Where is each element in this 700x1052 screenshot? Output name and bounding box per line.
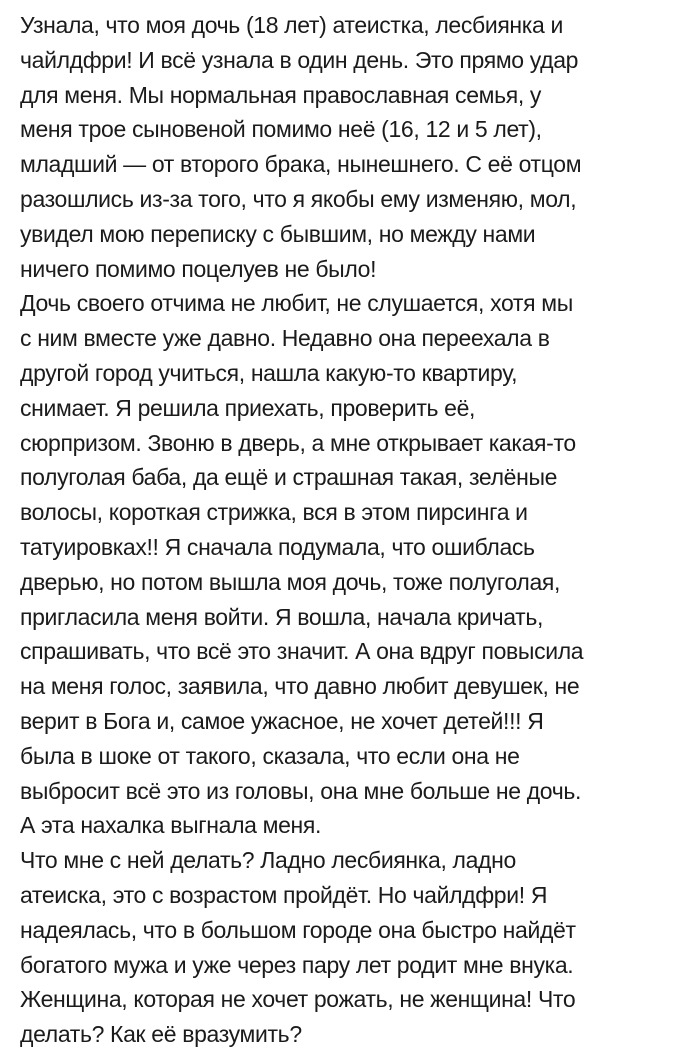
text-line: надеялась, что в большом городе она быстро найдёт xyxy=(20,916,576,943)
text-line: ничего помимо поцелуев не было! xyxy=(20,255,377,282)
paragraph-1 xyxy=(20,8,692,286)
text-line: Узнала, что моя дочь (18 лет) атеистка, лесбиянка и xyxy=(20,12,563,38)
paragraph-3 xyxy=(20,843,692,1052)
text-line: снимает. Я решила приехать, проверить её, xyxy=(20,394,476,421)
text-line: пригласила меня войти. Я вошла, начала кричать, xyxy=(20,603,544,630)
text-line: А эта нахалка выгнала меня. xyxy=(20,812,322,839)
text-line: меня трое сыновеной помимо неё (16, 12 и 5 лет), xyxy=(20,116,542,143)
text-line: была в шоке от такого, сказала, что если она не xyxy=(20,742,520,769)
text-line: делать? Как её вразумить? xyxy=(20,1021,302,1048)
text-line: Что мне с ней делать? Ладно лесбиянка, ладно xyxy=(20,847,516,874)
text-line: младший — от второго брака, нынешнего. С её отцом xyxy=(20,151,582,178)
text-line: Женщина, которая не хочет рожать, не женщина! Что xyxy=(20,986,576,1013)
paragraph-2 xyxy=(20,286,692,843)
text-line: верит в Бога и, самое ужасное, не хочет детей!!! Я xyxy=(20,707,544,734)
text-line: атеиска, это с возрастом пройдёт. Но чайлдфри! Я xyxy=(20,881,548,908)
text-line: чайлдфри! И всё узнала в один день. Это прямо удар xyxy=(20,46,579,73)
text-line: на меня голос, заявила, что давно любит девушек, не xyxy=(20,673,580,700)
text-line: волосы, короткая стрижка, вся в этом пирсинга и xyxy=(20,499,528,526)
text-line: выбросит всё это из головы, она мне больше не дочь. xyxy=(20,777,582,804)
post-text xyxy=(20,8,692,1052)
text-line: спрашивать, что всё это значит. А она вдруг повысила xyxy=(20,638,584,665)
text-line: разошлись из-за того, что я якобы ему изменяю, мол, xyxy=(20,185,577,212)
text-line: другой город учиться, нашла какую-то квартиру, xyxy=(20,359,518,386)
text-line: дверью, но потом вышла моя дочь, тоже полуголая, xyxy=(20,568,561,595)
text-line: Дочь своего отчима не любит, не слушается, хотя мы xyxy=(20,290,573,317)
text-line: полуголая баба, да ещё и страшная такая, зелёные xyxy=(20,464,558,491)
text-line: увидел мою переписку с бывшим, но между нами xyxy=(20,220,536,247)
text-line: богатого мужа и уже через пару лет родит мне внука. xyxy=(20,951,574,978)
text-line: для меня. Мы нормальная православная семья, у xyxy=(20,81,542,108)
text-line: с ним вместе уже давно. Недавно она переехала в xyxy=(20,325,550,352)
text-line: сюрпризом. Звоню в дверь, а мне открывает какая-то xyxy=(20,429,576,456)
text-line: татуировках!! Я сначала подумала, что ошиблась xyxy=(20,533,535,560)
